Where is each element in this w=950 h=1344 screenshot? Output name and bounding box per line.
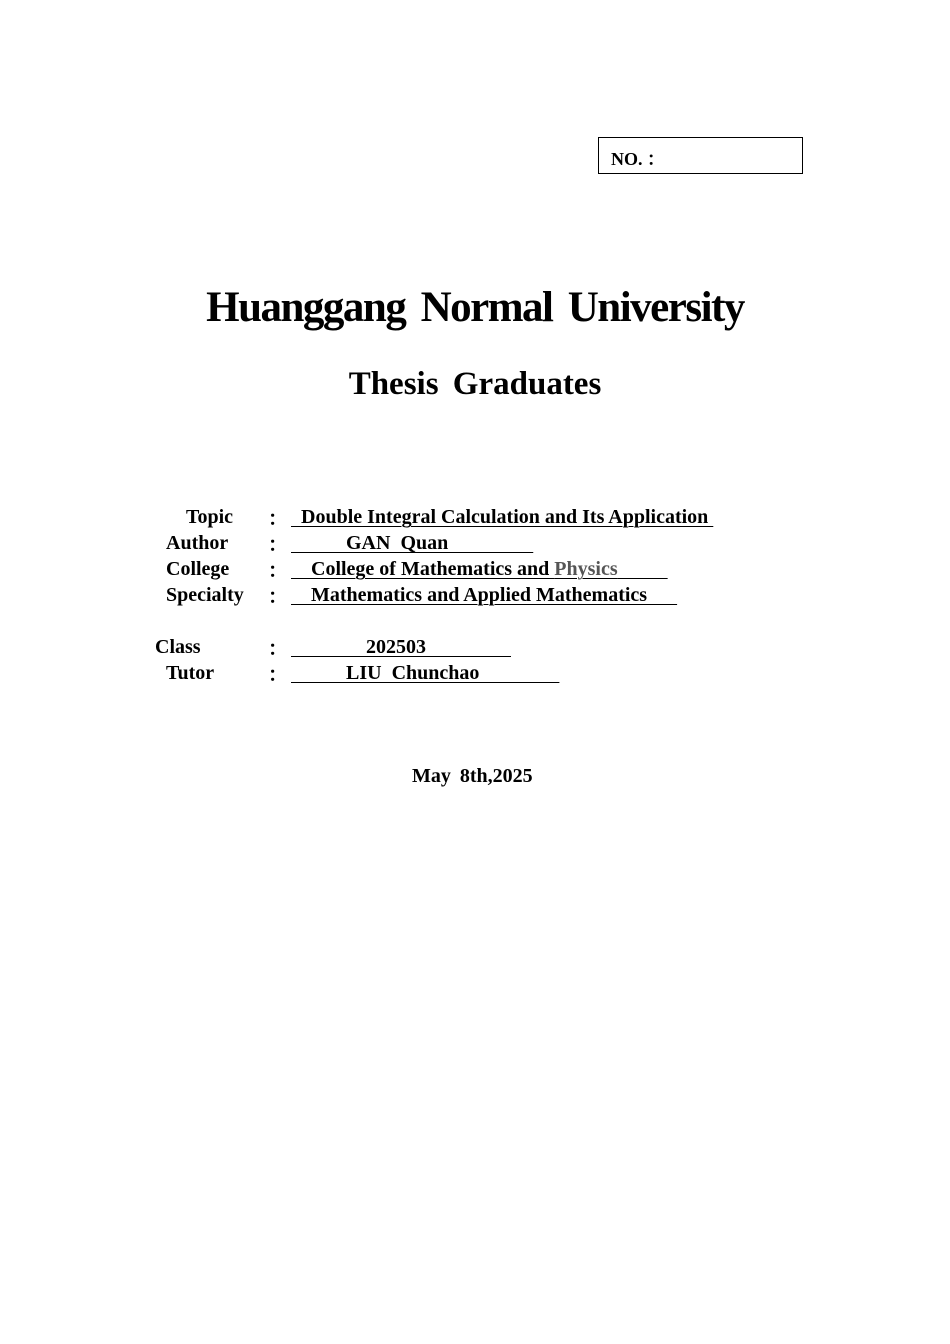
topic-colon: ：: [268, 508, 288, 530]
college-value-faded: Physics: [554, 558, 618, 580]
college-colon: ：: [268, 560, 288, 582]
thesis-subtitle: Thesis Graduates: [348, 366, 602, 402]
author-colon: ：: [268, 534, 288, 556]
tutor-colon: ：: [268, 664, 288, 686]
number-box: [598, 137, 803, 174]
author-value: GAN Quan: [291, 532, 534, 554]
topic-label: Topic: [186, 506, 234, 528]
topic-value: Double Integral Calculation and Its Application: [291, 506, 714, 528]
college-value-main: College of Mathematics and: [291, 558, 555, 580]
class-colon: ：: [268, 638, 288, 660]
author-label: Author: [166, 532, 229, 554]
submission-date: May 8th,2025: [412, 765, 533, 787]
college-value-tail: [618, 558, 668, 580]
specialty-value: Mathematics and Applied Mathematics: [291, 584, 678, 606]
specialty-label: Specialty: [166, 584, 244, 606]
tutor-label: Tutor: [166, 662, 215, 684]
tutor-value: LIU Chunchao: [291, 662, 560, 684]
university-title: Huanggang Normal University: [206, 284, 744, 331]
class-label: Class: [155, 636, 201, 658]
class-value: 202503: [291, 636, 511, 658]
college-value: [291, 557, 668, 581]
number-label: NO. ：: [611, 149, 665, 169]
specialty-colon: ：: [268, 586, 288, 608]
college-label: College: [166, 558, 230, 580]
